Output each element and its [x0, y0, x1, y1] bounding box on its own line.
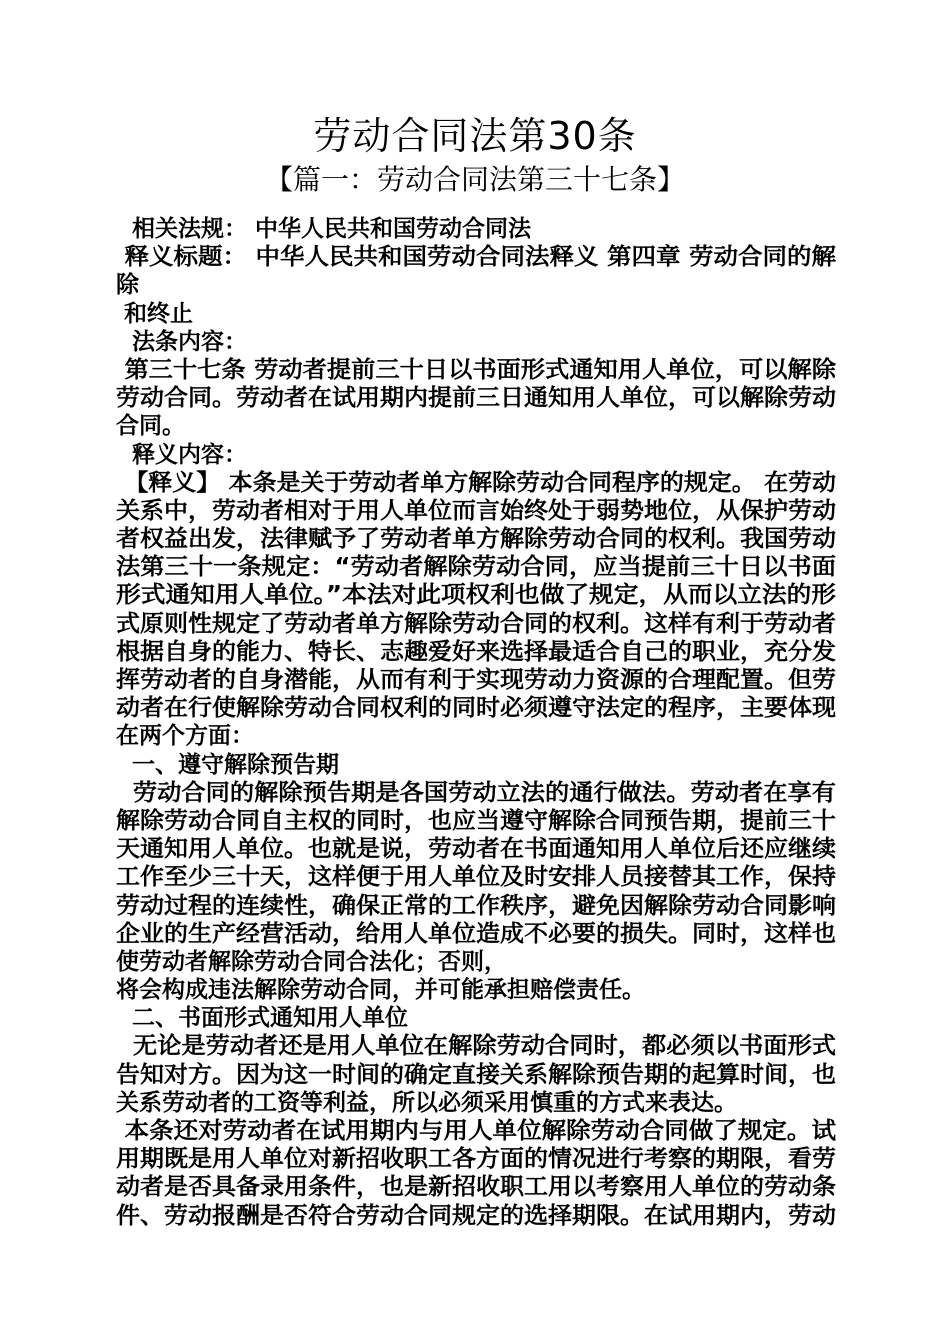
text-line [116, 722, 836, 750]
text-line [116, 384, 836, 412]
text-line [116, 1004, 836, 1032]
text-line [116, 1061, 836, 1089]
text-line [116, 525, 836, 553]
document-title: 劳动合同法第30条 [313, 114, 637, 158]
text-line [116, 779, 836, 807]
text-line [116, 243, 836, 271]
text-line [116, 1145, 836, 1173]
text-line [116, 835, 836, 863]
text-line-content: 者权益出发，法律赋予了劳动者单方解除劳动合同的权利。我国劳动 [116, 526, 836, 553]
text-line-content: 和终止 [116, 300, 194, 327]
text-line [116, 863, 836, 891]
text-line-content: 件、劳动报酬是否符合劳动合同规定的选择期限。在试用期内，劳动 [116, 1202, 836, 1229]
text-line [116, 610, 836, 638]
text-line [116, 497, 836, 525]
text-line-content: 解除劳动合同自主权的同时，也应当遵守解除合同预告期，提前三十 [116, 807, 836, 834]
text-line [116, 469, 836, 497]
text-line [116, 441, 836, 469]
text-line-content: 法第三十一条规定：“劳动者解除劳动合同，应当提前三十日以书面 [116, 554, 837, 581]
text-line-content: 告知对方。因为这一时间的确定直接关系解除预告期的起算时间，也 [116, 1061, 836, 1088]
text-line [116, 581, 836, 609]
text-line-content: 第三十七条 劳动者提前三十日以书面形式通知用人单位，可以解除 [116, 356, 836, 383]
document-body [116, 215, 836, 1230]
text-line [116, 356, 836, 384]
text-line-content: 根据自身的能力、特长、志趣爱好来选择最适合自己的职业，充分发 [116, 638, 836, 665]
text-line-content: 【释义】 本条是关于劳动者单方解除劳动合同程序的规定。 在劳动 [116, 469, 836, 496]
text-line-content: 关系劳动者的工资等利益，所以必须采用慎重的方式来表达。 [116, 1089, 737, 1116]
text-line-content: 无论是劳动者还是用人单位在解除劳动合同时，都必须以书面形式 [116, 1033, 836, 1060]
text-line [116, 1089, 836, 1117]
text-line-content: 将会构成违法解除劳动合同，并可能承担赔偿责任。 [116, 977, 645, 1004]
text-line [116, 412, 836, 440]
text-line-content: 劳动过程的连续性，确保正常的工作秩序，避免因解除劳动合同影响 [116, 892, 836, 919]
text-line-content: 使劳动者解除劳动合同合法化；否则， [116, 948, 507, 975]
text-line-content: 工作至少三十天，这样便于用人单位及时安排人员接替其工作，保持 [116, 864, 836, 891]
text-line-content: 挥劳动者的自身潜能，从而有利于实现劳动力资源的合理配置。但劳 [116, 667, 836, 693]
text-line-content: 除 [116, 272, 139, 299]
text-line-content: 在两个方面： [116, 723, 254, 750]
text-line-content: 释义内容： [116, 441, 248, 468]
text-line [116, 1173, 836, 1201]
text-line-content: 关系中，劳动者相对于用人单位而言始终处于弱势地位，从保护劳动 [116, 497, 836, 524]
text-line [116, 638, 836, 666]
text-line-content: 合同。 [116, 413, 185, 440]
text-line [116, 920, 836, 948]
text-line-content: 形式通知用人单位。”本法对此项权利也做了规定，从而以立法的形 [116, 582, 836, 609]
text-line-content: 用期既是用人单位对新招收职工各方面的情况进行考察的期限，看劳 [116, 1146, 836, 1173]
text-line [116, 694, 836, 722]
text-line-content: 相关法规： 中华人民共和国劳动合同法 [116, 216, 532, 242]
text-line-content: 劳动合同的解除预告期是各国劳动立法的通行做法。劳动者在享有 [116, 779, 836, 806]
text-line-content: 本条还对劳动者在试用期内与用人单位解除劳动合同做了规定。试 [116, 1118, 836, 1144]
text-line-content: 一、遵守解除预告期 [116, 751, 340, 778]
text-line [116, 666, 836, 694]
text-line-content: 天通知用人单位。也就是说，劳动者在书面通知用人单位后还应继续 [116, 836, 836, 863]
text-line [116, 1202, 836, 1230]
document-subtitle: 【篇一：劳动合同法第三十七条】 [264, 163, 685, 196]
text-line [116, 807, 836, 835]
text-line-content: 动者是否具备录用条件，也是新招收职工用以考察用人单位的劳动条 [116, 1174, 836, 1201]
text-line-content: 法条内容： [116, 328, 248, 355]
text-line [116, 553, 836, 581]
text-line-content: 二、书面形式通知用人单位 [116, 1005, 409, 1032]
text-line [116, 215, 836, 243]
text-line [116, 892, 836, 920]
text-line [116, 300, 836, 328]
text-line [116, 948, 836, 976]
text-line-content: 企业的生产经营活动，给用人单位造成不必要的损失。同时，这样也 [116, 920, 836, 947]
text-line [116, 1032, 836, 1060]
text-line [116, 1117, 836, 1145]
text-line-content: 式原则性规定了劳动者单方解除劳动合同的权利。这样有利于劳动者 [116, 610, 836, 637]
text-line [116, 271, 836, 299]
text-line [116, 751, 836, 779]
text-line-content: 劳动合同。劳动者在试用期内提前三日通知用人单位，可以解除劳动 [116, 385, 836, 412]
text-line-content: 释义标题： 中华人民共和国劳动合同法释义 第四章 劳动合同的解 [116, 244, 836, 271]
text-line [116, 328, 836, 356]
text-line [116, 976, 836, 1004]
text-line-content: 动者在行使解除劳动合同权利的同时必须遵守法定的程序，主要体现 [116, 695, 836, 722]
